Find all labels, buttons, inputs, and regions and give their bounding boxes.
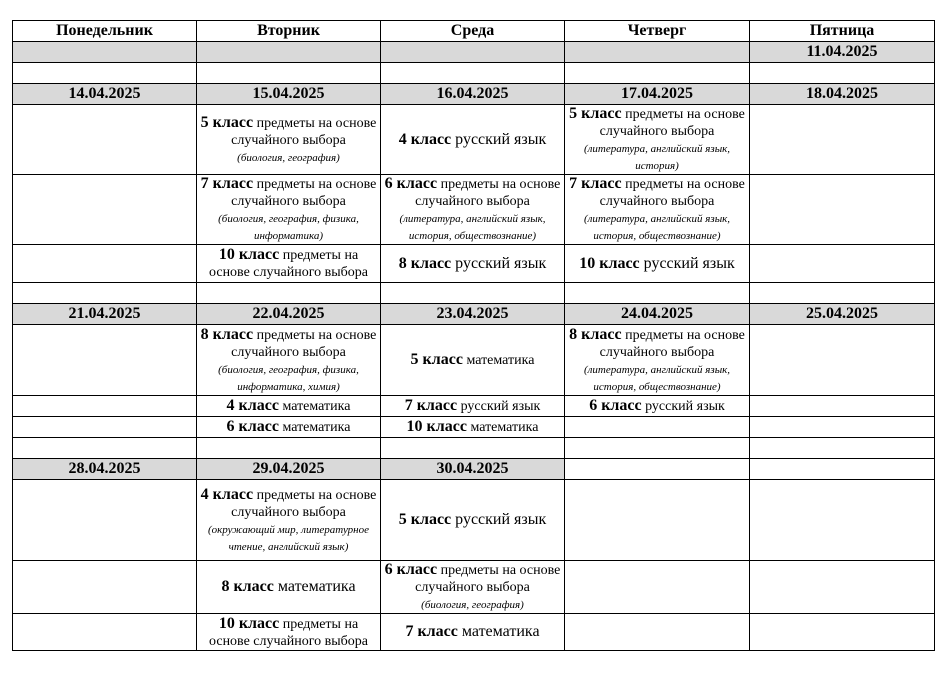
date-cell	[381, 42, 565, 63]
class-label: 5 класс	[200, 113, 254, 131]
empty-cell	[750, 245, 935, 283]
schedule-entry	[197, 105, 381, 175]
week3-date-row	[13, 459, 935, 480]
empty-cell	[565, 417, 750, 438]
table-row	[13, 396, 935, 417]
empty-cell	[13, 175, 197, 245]
spacer-row	[13, 438, 935, 459]
empty-cell	[750, 396, 935, 417]
table-row	[13, 614, 935, 651]
empty-cell	[750, 561, 935, 614]
schedule-entry	[197, 245, 381, 283]
table-row	[13, 417, 935, 438]
subject-note: (литература, английский язык, история)	[583, 143, 731, 172]
empty-cell	[197, 283, 381, 304]
class-label: 10 класс	[406, 418, 467, 435]
schedule-entry	[565, 245, 750, 283]
empty-cell	[381, 438, 565, 459]
header-wednesday: Среда	[381, 21, 565, 42]
empty-cell	[13, 283, 197, 304]
weekday-header-row	[13, 21, 935, 42]
schedule-entry	[381, 105, 565, 175]
subject-note: (окружающий мир, литературное чтение, английский язык)	[207, 523, 370, 553]
empty-cell	[565, 614, 750, 651]
subject-note: (биология, география, физика, информатика)	[218, 213, 359, 242]
subject-label: предметы на основе случайного выбора	[209, 248, 368, 280]
date-cell: 14.04.2025	[13, 84, 197, 105]
schedule-entry	[565, 396, 750, 417]
empty-cell	[750, 417, 935, 438]
subject-note: (биология, география)	[421, 599, 524, 611]
date-cell: 25.04.2025	[750, 304, 935, 325]
subject-note: (биология, география, физика, информатика, химия)	[218, 363, 359, 393]
schedule-entry	[381, 561, 565, 614]
class-label: 5 класс	[398, 511, 452, 528]
header-monday: Понедельник	[13, 21, 197, 42]
schedule-entry	[565, 105, 750, 175]
empty-cell	[13, 105, 197, 175]
subject-label: русский язык	[457, 399, 541, 414]
class-label: 5 класс	[410, 351, 463, 368]
table-row	[13, 561, 935, 614]
spacer-row	[13, 283, 935, 304]
schedule-entry	[381, 396, 565, 417]
date-cell	[197, 42, 381, 63]
class-label: 6 класс	[226, 418, 279, 435]
subject-label: предметы на основе случайного выбора	[231, 327, 377, 360]
subject-label: предметы на основе случайного выбора	[231, 115, 377, 148]
empty-cell	[13, 63, 197, 84]
schedule-entry	[565, 175, 750, 245]
subject-label: русский язык	[639, 254, 735, 272]
table-row	[13, 325, 935, 396]
subject-label: математика	[278, 420, 351, 435]
subject-label: русский язык	[451, 254, 547, 272]
subject-label: предметы на основе случайного выбора	[209, 616, 368, 649]
schedule-entry	[197, 396, 381, 417]
class-label: 8 класс	[200, 325, 254, 343]
subject-label: предметы на основе случайного выбора	[231, 487, 377, 520]
header-friday: Пятница	[750, 21, 935, 42]
class-label: 6 класс	[384, 175, 438, 192]
subject-label: русский язык	[641, 399, 725, 414]
date-cell	[750, 459, 935, 480]
schedule-entry	[381, 245, 565, 283]
subject-label: предметы на основе случайного выбора	[231, 177, 377, 209]
class-label: 8 класс	[221, 578, 274, 595]
date-cell: 16.04.2025	[381, 84, 565, 105]
class-label: 5 класс	[569, 105, 622, 122]
empty-cell	[750, 63, 935, 84]
class-label: 7 класс	[405, 623, 458, 640]
empty-cell	[750, 325, 935, 396]
subject-label: предметы на основе случайного выбора	[599, 327, 745, 360]
date-cell	[13, 42, 197, 63]
empty-cell	[13, 325, 197, 396]
date-cell: 21.04.2025	[13, 304, 197, 325]
empty-cell	[381, 283, 565, 304]
empty-cell	[750, 175, 935, 245]
subject-label: предметы на основе случайного выбора	[415, 563, 561, 595]
schedule-entry	[197, 175, 381, 245]
empty-cell	[565, 63, 750, 84]
date-cell: 24.04.2025	[565, 304, 750, 325]
class-label: 8 класс	[398, 254, 452, 272]
week0-date-row	[13, 42, 935, 63]
schedule-entry	[197, 561, 381, 614]
empty-cell	[13, 480, 197, 561]
empty-cell	[13, 245, 197, 283]
empty-cell	[197, 63, 381, 84]
empty-cell	[13, 396, 197, 417]
schedule-entry	[381, 480, 565, 561]
subject-label: математика	[466, 420, 539, 435]
empty-cell	[13, 614, 197, 651]
class-label: 7 класс	[404, 397, 458, 414]
empty-cell	[13, 438, 197, 459]
date-cell: 30.04.2025	[381, 459, 565, 480]
subject-label: математика	[273, 578, 356, 595]
empty-cell	[13, 417, 197, 438]
empty-cell	[565, 480, 750, 561]
class-label: 7 класс	[200, 175, 254, 192]
week2-date-row	[13, 304, 935, 325]
class-label: 4 класс	[226, 397, 279, 414]
class-label: 6 класс	[589, 397, 642, 414]
table-row	[13, 105, 935, 175]
empty-cell	[13, 561, 197, 614]
subject-label: математика	[278, 399, 351, 414]
class-label: 6 класс	[384, 561, 438, 578]
date-cell: 29.04.2025	[197, 459, 381, 480]
empty-cell	[565, 561, 750, 614]
schedule-entry	[381, 175, 565, 245]
exam-schedule-table	[12, 20, 935, 651]
empty-cell	[750, 105, 935, 175]
date-cell: 22.04.2025	[197, 304, 381, 325]
date-cell: 17.04.2025	[565, 84, 750, 105]
schedule-entry	[381, 417, 565, 438]
date-cell: 23.04.2025	[381, 304, 565, 325]
empty-cell	[750, 283, 935, 304]
spacer-row	[13, 63, 935, 84]
class-label: 10 класс	[579, 254, 640, 272]
subject-label: предметы на основе случайного выбора	[599, 107, 745, 139]
subject-label: русский язык	[451, 511, 547, 528]
schedule-entry	[381, 325, 565, 396]
table-row	[13, 245, 935, 283]
schedule-entry	[197, 480, 381, 561]
empty-cell	[565, 283, 750, 304]
empty-cell	[565, 438, 750, 459]
subject-label: русский язык	[451, 130, 547, 148]
empty-cell	[381, 63, 565, 84]
subject-label: предметы на основе случайного выбора	[599, 177, 745, 209]
subject-note: (литература, английский язык, история, обществознание)	[399, 213, 546, 242]
table-row	[13, 480, 935, 561]
class-label: 7 класс	[569, 175, 622, 192]
class-label: 10 класс	[218, 614, 280, 632]
date-cell: 15.04.2025	[197, 84, 381, 105]
subject-label: математика	[462, 353, 535, 368]
date-cell: 28.04.2025	[13, 459, 197, 480]
empty-cell	[750, 614, 935, 651]
empty-cell	[750, 438, 935, 459]
subject-note: (литература, английский язык, история, обществознание)	[583, 213, 731, 242]
date-cell: 18.04.2025	[750, 84, 935, 105]
week1-date-row	[13, 84, 935, 105]
subject-label: математика	[457, 623, 540, 640]
class-label: 8 класс	[569, 325, 622, 343]
table-row	[13, 175, 935, 245]
subject-note: (литература, английский язык, история, обществознание)	[583, 363, 731, 393]
date-cell	[565, 42, 750, 63]
schedule-entry	[197, 614, 381, 651]
header-tuesday: Вторник	[197, 21, 381, 42]
schedule-entry	[381, 614, 565, 651]
subject-note: (биология, география)	[237, 151, 340, 164]
class-label: 10 класс	[218, 246, 280, 263]
class-label: 4 класс	[398, 130, 452, 148]
schedule-entry	[565, 325, 750, 396]
schedule-entry	[197, 325, 381, 396]
header-thursday: Четверг	[565, 21, 750, 42]
date-cell: 11.04.2025	[750, 42, 935, 63]
empty-cell	[750, 480, 935, 561]
subject-label: предметы на основе случайного выбора	[415, 177, 561, 209]
date-cell	[565, 459, 750, 480]
schedule-entry	[197, 417, 381, 438]
class-label: 4 класс	[200, 485, 254, 503]
empty-cell	[197, 438, 381, 459]
